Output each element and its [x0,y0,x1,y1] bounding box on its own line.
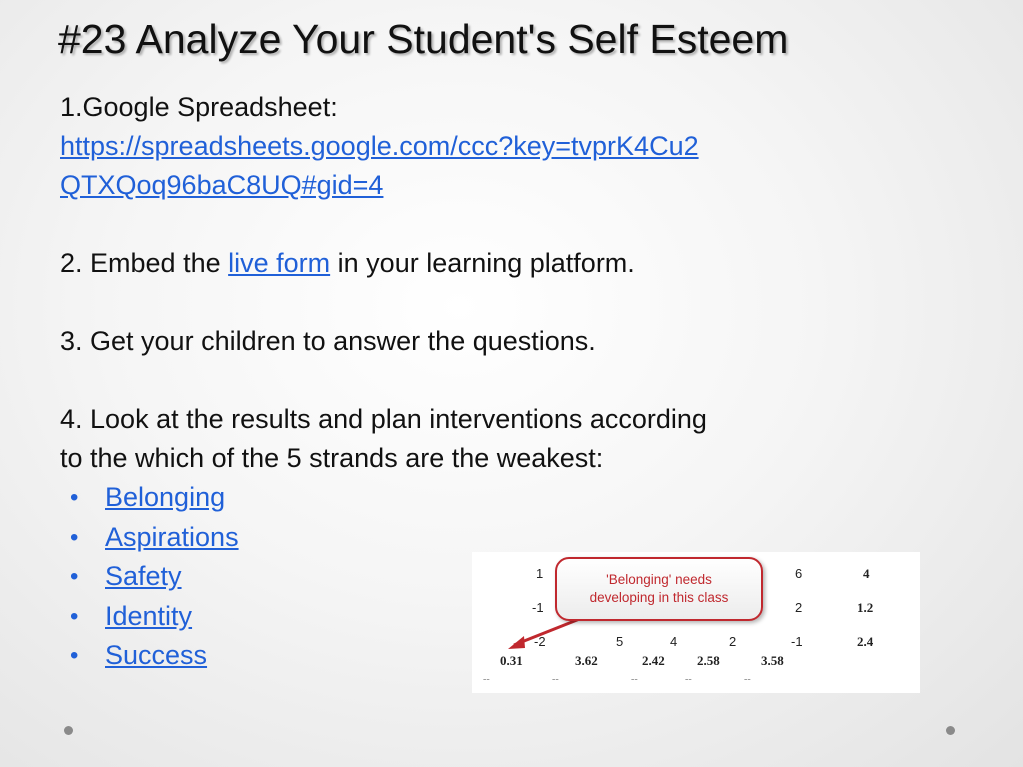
sheet-dash-cell: -- [685,674,692,685]
step-1-label: 1.Google Spreadsheet: [60,92,338,122]
sheet-cell: -1 [532,600,544,615]
sheet-dash-cell: -- [552,674,559,685]
bullet-icon: • [70,523,79,551]
sheet-cell: 6 [795,566,803,581]
step-2-prefix: 2. Embed the [60,248,221,278]
decorative-dot-left [64,726,73,735]
spreadsheet-results-image [472,552,920,693]
sheet-cell: -2 [534,634,546,649]
sheet-cell: 5 [616,634,624,649]
slide-title: #23 Analyze Your Student's Self Esteem [58,16,789,62]
belonging-callout [555,557,763,621]
sheet-cell: 4 [863,566,870,581]
sheet-cell: 2 [795,600,803,615]
sheet-dash-cell: -- [483,674,490,685]
live-form-link[interactable]: live form [228,248,331,278]
spacer [60,361,940,400]
strand-link-identity[interactable]: Identity [105,600,193,631]
sheet-dash-cell: -- [744,674,751,685]
spreadsheet-link-line-1[interactable]: https://spreadsheets.google.com/ccc?key=tvprK4Cu2 [60,131,699,161]
spacer [60,205,940,244]
sheet-cell: -1 [791,634,803,649]
sheet-average-cell: 3.58 [761,653,784,668]
step-4-line-2: to the which of the 5 strands are the weakest: [60,443,604,473]
sheet-dash-cell: -- [631,674,638,685]
step-2-text [60,244,940,283]
sheet-cell: 4 [670,634,678,649]
bullet-icon: • [70,602,79,630]
strand-link-success[interactable]: Success [105,640,208,670]
step-2-suffix: in your learning platform. [337,248,635,278]
bullet-icon: • [70,642,79,669]
strand-link-aspirations[interactable]: Aspirations [105,521,239,552]
step-4-line-1: 4. Look at the results and plan interventions according [60,404,707,434]
spacer [60,283,940,322]
decorative-dot-right [946,726,955,735]
bullet-icon: • [70,484,79,511]
spreadsheet-link-line-2[interactable]: QTXQoq96baC8UQ#gid=4 [60,170,384,200]
spreadsheet-link[interactable] [60,127,940,205]
sheet-cell: 2.4 [857,634,874,649]
sheet-cell: 1 [536,566,544,581]
callout-line-1: 'Belonging' needs [606,572,712,587]
strand-link-safety[interactable]: Safety [105,561,182,591]
sheet-average-cell: 3.62 [575,653,598,668]
sheet-average-cell: 0.31 [500,653,523,668]
bullet-icon: • [70,563,79,590]
sheet-average-cell: 2.42 [642,653,665,668]
callout-line-2: developing in this class [589,590,729,605]
sheet-cell: 1.2 [857,600,874,615]
sheet-cell: 2 [729,634,737,649]
step-3-text: 3. Get your children to answer the questions. [60,326,596,356]
strand-item [60,478,940,518]
strand-link-belonging[interactable]: Belonging [105,482,226,512]
sheet-average-cell: 2.58 [697,653,720,668]
